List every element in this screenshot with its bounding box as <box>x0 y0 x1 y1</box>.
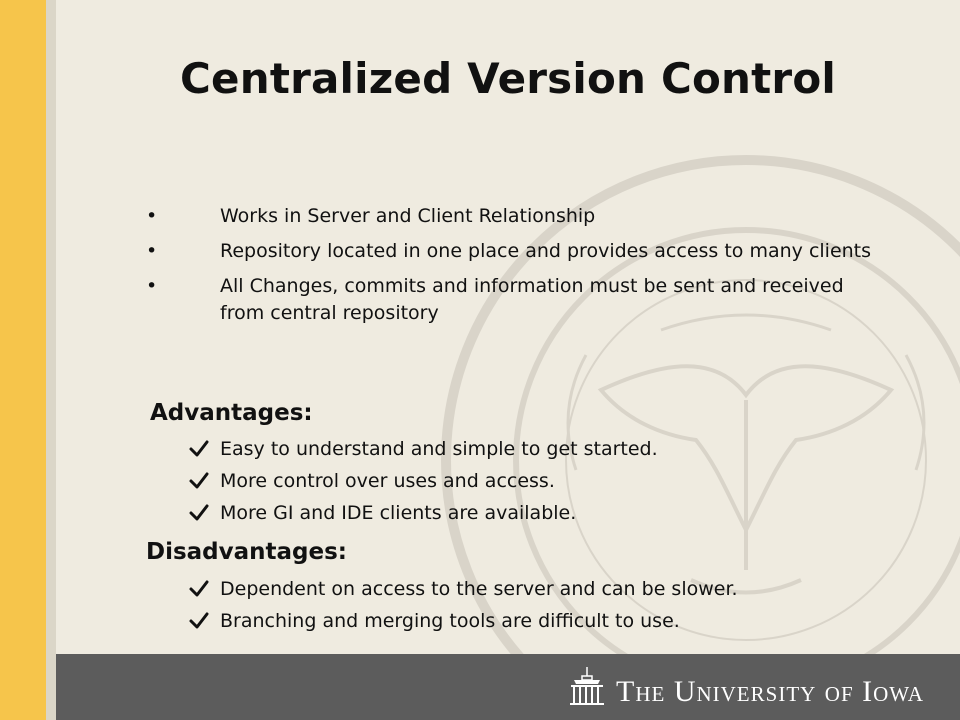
bullet-text: Repository located in one place and provides access to many clients <box>220 240 872 262</box>
bullet-item <box>146 203 872 230</box>
university-name: The University of Iowa <box>616 675 924 708</box>
advantage-text: More GI and IDE clients are available. <box>220 502 577 524</box>
advantage-item <box>188 497 908 529</box>
advantage-text: Easy to understand and simple to get started. <box>220 438 658 460</box>
checkmark-icon <box>188 578 210 600</box>
bullet-text: Works in Server and Client Relationship <box>220 205 596 227</box>
bullet-item <box>146 273 872 327</box>
advantages-heading: Advantages: <box>150 400 313 426</box>
disadvantage-item <box>188 573 908 605</box>
slide-content <box>56 0 960 654</box>
old-capitol-logo-icon <box>562 662 612 712</box>
checkmark-icon <box>188 438 210 460</box>
main-bullet-list <box>146 203 960 335</box>
left-accent-strip <box>0 0 46 720</box>
left-accent-shadow <box>46 0 56 720</box>
checkmark-icon <box>188 470 210 492</box>
bullet-text: All Changes, commits and information must be sent and received from central repository <box>220 275 844 324</box>
advantage-item <box>188 465 908 497</box>
footer-bar <box>56 654 960 720</box>
disadvantages-list <box>188 573 908 637</box>
disadvantage-text: Dependent on access to the server and can be slower. <box>220 578 738 600</box>
slide-title: Centralized Version Control <box>180 54 836 103</box>
checkmark-icon <box>188 610 210 632</box>
checkmark-icon <box>188 502 210 524</box>
bullet-item <box>146 238 872 265</box>
advantage-text: More control over uses and access. <box>220 470 555 492</box>
disadvantages-heading: Disadvantages: <box>146 539 348 565</box>
disadvantage-item <box>188 605 908 637</box>
advantages-list <box>188 433 908 529</box>
disadvantage-text: Branching and merging tools are difficult to use. <box>220 610 680 632</box>
advantage-item <box>188 433 908 465</box>
